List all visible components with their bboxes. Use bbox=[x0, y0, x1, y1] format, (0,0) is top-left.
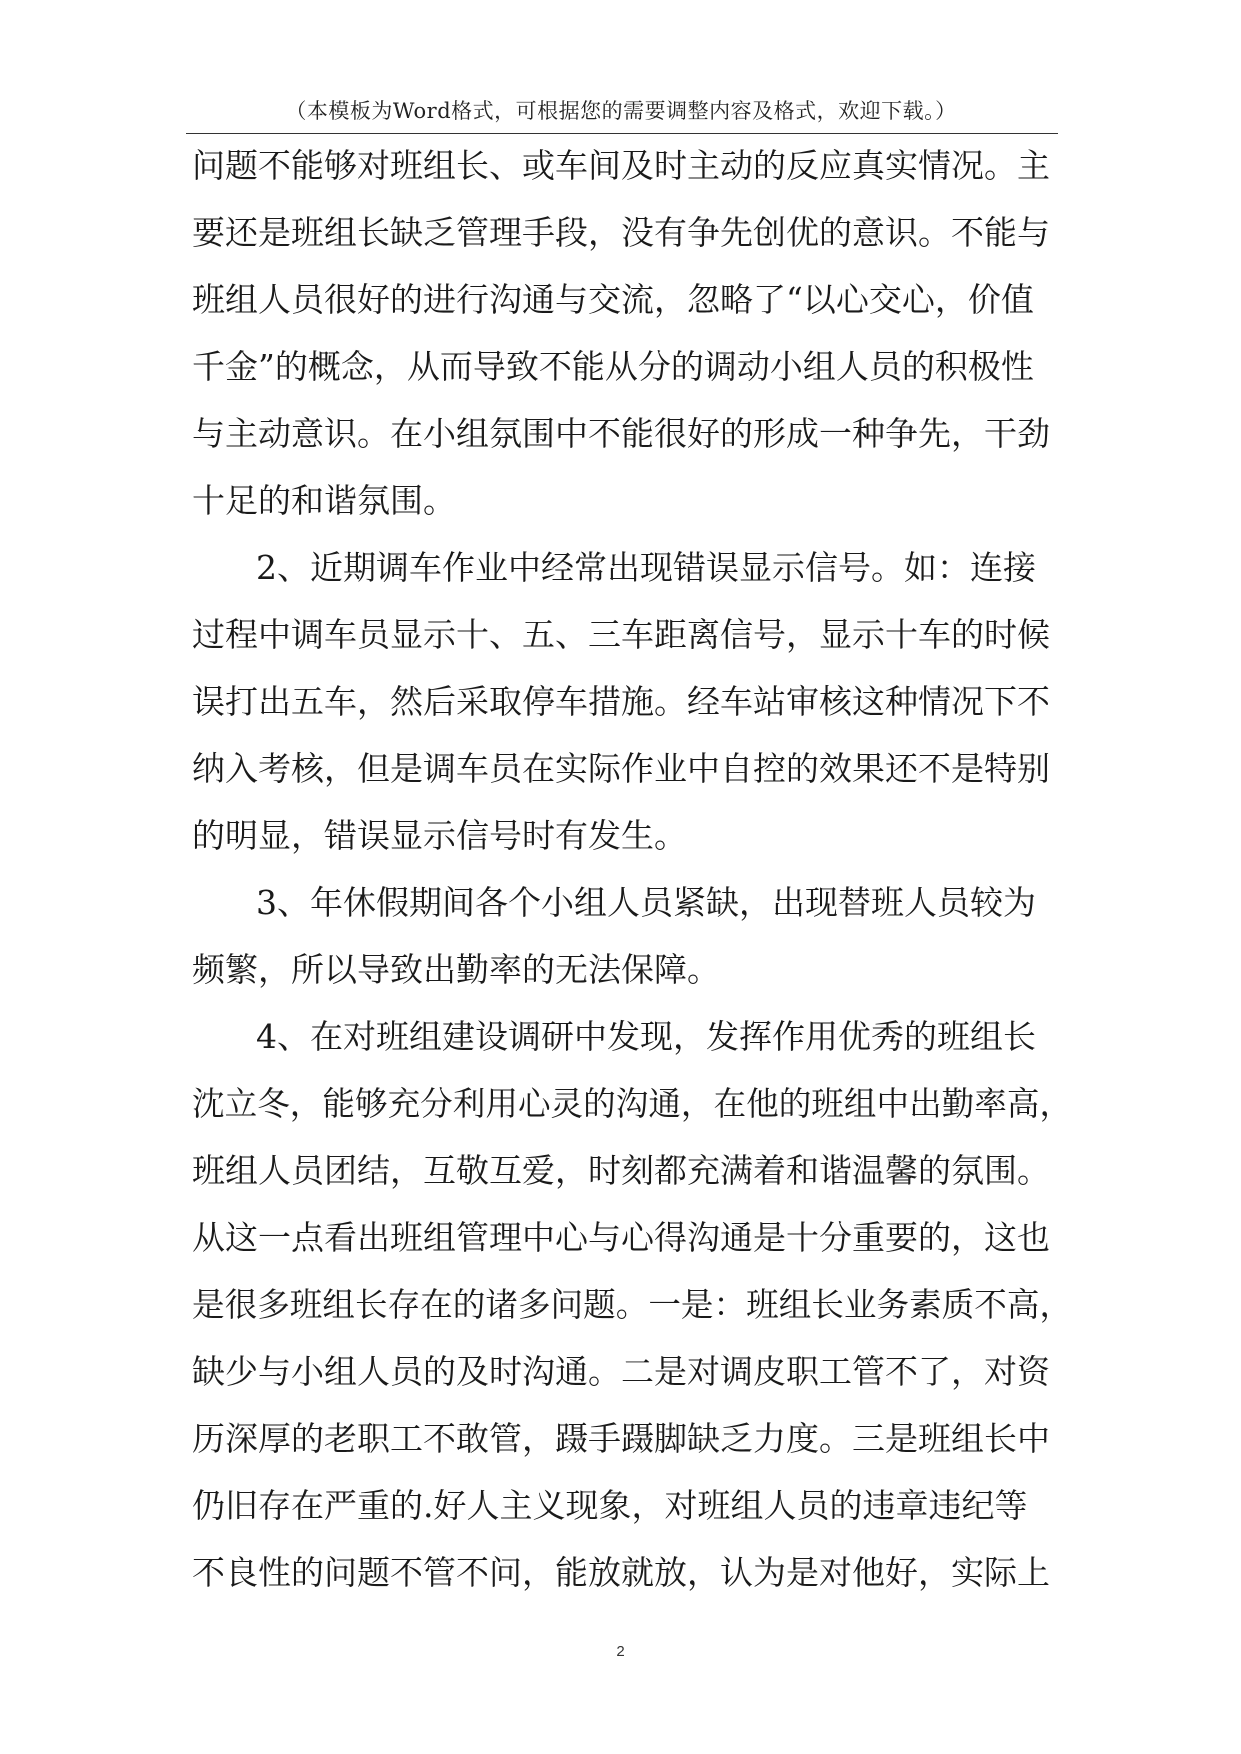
page-header-note: （本模板为Word格式，可根据您的需要调整内容及格式，欢迎下载。） bbox=[285, 99, 957, 123]
body-line: 缺少与小组人员的及时沟通。二是对调皮职工管不了，对资 bbox=[192, 1352, 1050, 1391]
body-line: 沈立冬，能够充分利用心灵的沟通，在他的班组中出勤率高， bbox=[192, 1084, 1073, 1123]
body-line: 频繁，所以导致出勤率的无法保障。 bbox=[192, 950, 720, 989]
body-line: 班组人员很好的进行沟通与交流，忽略了“以心交心，价值 bbox=[192, 280, 1034, 319]
body-line: 班组人员团结，互敬互爱，时刻都充满着和谐温馨的氛围。 bbox=[192, 1151, 1050, 1190]
body-line: 3、年休假期间各个小组人员紧缺，出现替班人员较为 bbox=[256, 883, 1036, 922]
body-line: 十足的和谐氛围。 bbox=[192, 481, 456, 520]
body-line: 不良性的问题不管不问，能放就放，认为是对他好，实际上 bbox=[192, 1553, 1050, 1592]
body-line: 纳入考核，但是调车员在实际作业中自控的效果还不是特别 bbox=[192, 749, 1050, 788]
body-line: 的明显，错误显示信号时有发生。 bbox=[192, 816, 687, 855]
body-line: 误打出五车，然后采取停车措施。经车站审核这种情况下不 bbox=[192, 682, 1050, 721]
body-line: 千金”的概念，从而导致不能从分的调动小组人员的积极性 bbox=[192, 347, 1034, 386]
body-line: 要还是班组长缺乏管理手段，没有争先创优的意识。不能与 bbox=[192, 213, 1050, 252]
body-line: 历深厚的老职工不敢管，蹑手蹑脚缺乏力度。三是班组长中 bbox=[192, 1419, 1050, 1458]
body-line: 从这一点看出班组管理中心与心得沟通是十分重要的，这也 bbox=[192, 1218, 1050, 1257]
body-line: 仍旧存在严重的.好人主义现象，对班组人员的违章违纪等 bbox=[192, 1486, 1028, 1525]
body-line: 2、近期调车作业中经常出现错误显示信号。如：连接 bbox=[256, 548, 1036, 587]
body-line: 4、在对班组建设调研中发现，发挥作用优秀的班组长 bbox=[256, 1017, 1036, 1056]
page-number: 2 bbox=[616, 1643, 625, 1660]
body-line: 是很多班组长存在的诸多问题。一是：班组长业务素质不高， bbox=[192, 1285, 1073, 1324]
body-line: 与主动意识。在小组氛围中不能很好的形成一种争先，干劲 bbox=[192, 414, 1050, 453]
header-divider bbox=[186, 133, 1058, 134]
body-line: 问题不能够对班组长、或车间及时主动的反应真实情况。主 bbox=[192, 146, 1050, 185]
body-line: 过程中调车员显示十、五、三车距离信号，显示十车的时候 bbox=[192, 615, 1050, 654]
